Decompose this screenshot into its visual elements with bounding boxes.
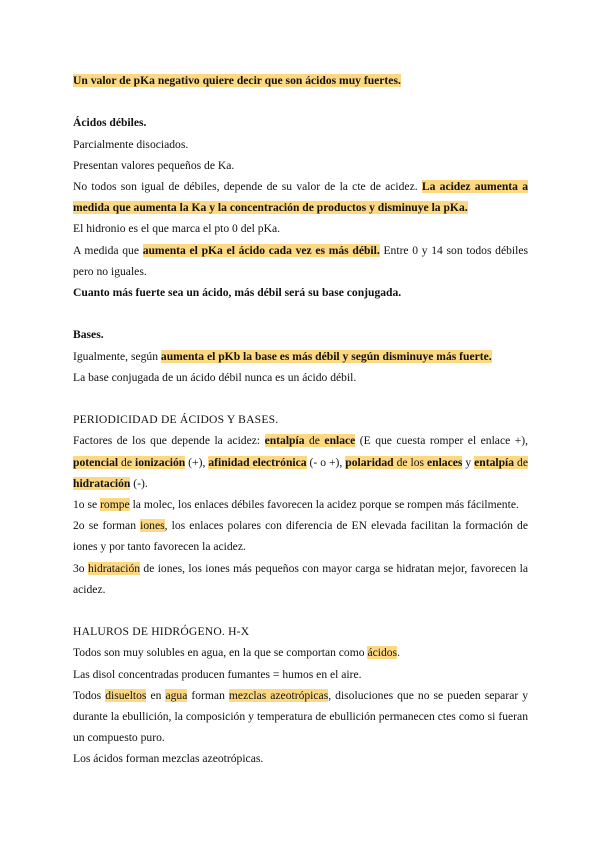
text-segment: y [462, 455, 475, 469]
highlighted-text: polaridad [345, 455, 394, 469]
text-segment: (E que cuesta romper el enlace +), [355, 434, 528, 448]
text-segment: PERIODICIDAD DE ÁCIDOS Y BASES. [73, 413, 279, 427]
paragraph [73, 515, 528, 557]
text-segment: Parcialmente disociados. [73, 137, 189, 151]
text-segment: Bases. [73, 328, 104, 342]
paragraph [73, 134, 528, 155]
section-heading [73, 409, 528, 430]
highlighted-text: aumenta el pKa el ácido cada vez es más débil. [142, 243, 380, 257]
paragraph [73, 176, 528, 218]
text-segment: forman [187, 688, 229, 702]
text-segment: La base conjugada de un ácido débil nunca es un ácido débil. [73, 370, 357, 384]
paragraph [73, 558, 528, 600]
document-page [73, 70, 528, 770]
highlighted-text: aumenta el pKb la base es más débil y según disminuye más fuerte. [160, 349, 492, 363]
text-segment: Ácidos débiles. [73, 116, 147, 130]
highlighted-text: afinidad electrónica [208, 455, 307, 469]
blank-line [73, 600, 528, 621]
text-segment: Los ácidos forman mezclas azeotrópicas. [73, 752, 264, 766]
section-heading [73, 621, 528, 642]
text-segment: Factores de los que depende la acidez: [73, 434, 265, 448]
text-segment: de iones, los iones más pequeños con mayor carga se hidratan mejor, favorecen la acidez. [73, 561, 528, 596]
paragraph [73, 218, 528, 239]
highlighted-text: de [304, 434, 325, 448]
paragraph [73, 494, 528, 515]
text-segment: , los enlaces polares con diferencia de EN elevada facilitan la formación de iones y por tanto favorecen la acidez. [73, 519, 528, 554]
highlighted-text: de [118, 455, 135, 469]
text-segment: No todos son igual de débiles, depende de su valor de la cte de acidez. [73, 180, 422, 193]
text-segment: Todos son muy solubles en agua, en la que se comportan como [73, 646, 368, 660]
highlighted-text: enlaces [426, 455, 463, 469]
highlighted-text: La acidez aumenta a medida que aumenta la Ka y la concentración de productos y disminuye la pKa. [73, 180, 528, 215]
highlighted-text: entalpía [264, 434, 305, 448]
paragraph [73, 664, 528, 685]
text-segment: El hidronio es el que marca el pto 0 del pKa. [73, 222, 281, 236]
text-segment: 3o [73, 561, 88, 575]
text-segment: (+), [185, 455, 209, 469]
highlighted-text: disueltos [105, 688, 147, 702]
text-segment: Igualmente, según [73, 349, 161, 363]
highlighted-text: agua [165, 688, 188, 702]
paragraph [73, 240, 528, 282]
paragraph [73, 685, 528, 749]
paragraph [73, 430, 528, 494]
highlighted-text: mezclas azeotrópicas [228, 688, 329, 702]
highlighted-text: ácidos [367, 646, 398, 660]
highlighted-text: Un valor de pKa negativo quiere decir que son ácidos muy fuertes. [73, 74, 401, 87]
text-segment: HALUROS DE HIDRÓGENO. H-X [73, 625, 250, 639]
text-segment: Cuanto más fuerte sea un ácido, más débil será su base conjugada. [73, 286, 402, 300]
paragraph [73, 155, 528, 176]
highlighted-text: de los [393, 455, 427, 469]
highlighted-text: entalpía [474, 455, 515, 469]
text-segment: (- o +), [306, 455, 346, 469]
text-segment: A medida que [73, 243, 143, 257]
text-segment: 2o se forman [73, 519, 141, 533]
paragraph [73, 70, 528, 91]
highlighted-text: hidratación [87, 561, 141, 575]
text-segment: Las disol concentradas producen fumantes = humos en el aire. [73, 667, 362, 681]
paragraph [73, 367, 528, 388]
text-segment: la molec, los enlaces débiles favorecen la acidez porque se rompen más fácilmente. [129, 498, 519, 512]
paragraph [73, 748, 528, 769]
paragraph [73, 112, 528, 133]
text-segment: . [397, 646, 400, 660]
paragraph [73, 282, 528, 303]
highlighted-text: rompe [100, 498, 130, 512]
blank-line [73, 303, 528, 324]
text-segment: 1o se [73, 498, 101, 512]
highlighted-text: iones [140, 519, 165, 533]
highlighted-text: hidratación [73, 476, 131, 490]
text-segment: Todos [73, 688, 106, 702]
highlighted-text: enlace [324, 434, 356, 448]
paragraph [73, 642, 528, 663]
highlighted-text: ionización [134, 455, 186, 469]
blank-line [73, 91, 528, 112]
text-segment: (-). [130, 476, 148, 490]
text-segment: , disoluciones que no se pueden separar y durante la ebullición, la composición y temperatura de ebullición permanecen ctes como si fueran un compuesto puro. [73, 688, 529, 745]
blank-line [73, 388, 528, 409]
highlighted-text: de [514, 455, 529, 469]
text-segment: Presentan valores pequeños de Ka. [73, 158, 235, 172]
highlighted-text: potencial [73, 455, 119, 469]
paragraph [73, 324, 528, 345]
paragraph [73, 346, 528, 367]
text-segment: en [146, 688, 166, 702]
text-segment: Entre 0 y 14 son todos débiles pero no iguales. [73, 243, 528, 278]
